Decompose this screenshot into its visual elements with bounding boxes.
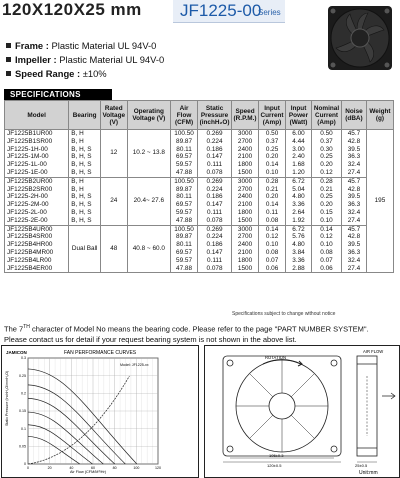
cell-value: 69.57	[171, 201, 198, 209]
series-label: Series	[258, 8, 281, 17]
curve-xlabel: Air Flow (CFM/M³/Hr)	[70, 470, 107, 474]
cell-value: 0.21	[259, 186, 286, 194]
dim-depth: 25±0.5	[355, 463, 368, 468]
cell-value: 0.12	[259, 233, 286, 241]
cell-value: 3.84	[286, 249, 312, 257]
cell-bearing: B, H, S	[69, 153, 101, 161]
cell-value: 2100	[232, 249, 259, 257]
cell-value: 6.72	[286, 225, 312, 233]
material-specs	[6, 39, 164, 81]
cell-value: 2700	[232, 233, 259, 241]
cell-bearing: Dual Ball	[69, 225, 101, 273]
cell-value: 32.4	[342, 161, 367, 169]
cell-model: JF1225-1H-00	[5, 146, 69, 154]
dim-hole-spacing: 105±0.3	[269, 453, 284, 458]
cell-value: 2700	[232, 186, 259, 194]
table-row	[5, 241, 394, 249]
x-tick-label: 80	[112, 466, 117, 470]
cell-value: 0.078	[198, 169, 232, 177]
cell-bearing: B, H, S	[69, 209, 101, 217]
y-tick-label: 0.2	[21, 391, 26, 396]
cell-value: 2.88	[286, 265, 312, 273]
cell-model: JF1225B2UR00	[5, 177, 69, 185]
table-row	[5, 257, 394, 265]
table-row	[5, 138, 394, 146]
cell-value: 0.07	[259, 257, 286, 265]
cell-value: 2100	[232, 153, 259, 161]
cell-rated-voltage: 48	[100, 225, 127, 273]
fan-size: 120X120X25 mm	[2, 0, 142, 19]
cell-bearing: B, H, S	[69, 201, 101, 209]
cell-operating-voltage: 40.8 ~ 60.0	[127, 225, 171, 273]
cell-operating-voltage: 10.2 ~ 13.8	[127, 130, 171, 178]
cell-value: 0.10	[259, 241, 286, 249]
cell-value: 1.92	[286, 217, 312, 225]
cell-value: 3000	[232, 225, 259, 233]
cell-value: 1800	[232, 161, 259, 169]
col-header: Weight (g)	[366, 101, 393, 130]
cell-value: 69.57	[171, 249, 198, 257]
table-row	[5, 146, 394, 154]
performance-curve-chart	[1, 345, 199, 478]
cell-value: 0.147	[198, 249, 232, 257]
cell-value: 0.06	[311, 265, 341, 273]
col-header: Bearing	[69, 101, 101, 130]
cell-value: 0.25	[311, 193, 341, 201]
y-tick-label: 0	[24, 462, 26, 467]
front-view	[223, 356, 341, 456]
cell-value: 100.50	[171, 177, 198, 185]
cell-value: 0.12	[311, 169, 341, 177]
cell-model: JF1225-2H-00	[5, 193, 69, 201]
table-header-row	[5, 101, 394, 130]
cell-value: 3000	[232, 130, 259, 138]
cell-model: JF1225-2E-00	[5, 217, 69, 225]
cell-value: 0.08	[259, 217, 286, 225]
table-row	[5, 217, 394, 225]
cell-value: 0.14	[311, 225, 341, 233]
cell-bearing: B, H	[69, 177, 101, 185]
cell-value: 0.269	[198, 130, 232, 138]
cell-value: 36.3	[342, 201, 367, 209]
cell-value: 0.078	[198, 265, 232, 273]
cell-value: 0.111	[198, 257, 232, 265]
table-row	[5, 225, 394, 233]
cell-value: 27.4	[342, 169, 367, 177]
cell-weight: 195	[366, 130, 393, 273]
curve-legend: Model: JF1225-xx	[120, 363, 149, 367]
cell-value: 0.186	[198, 193, 232, 201]
curve-title: FAN PERFORMANCE CURVES	[64, 350, 137, 356]
col-header: Input Power (Watt)	[286, 101, 312, 130]
col-header: Model	[5, 101, 69, 130]
cell-value: 3000	[232, 177, 259, 185]
bullet-icon	[6, 43, 11, 48]
table-row	[5, 201, 394, 209]
cell-value: 0.111	[198, 209, 232, 217]
cell-value: 2400	[232, 146, 259, 154]
cell-value: 0.224	[198, 186, 232, 194]
x-tick-label: 120	[155, 466, 161, 470]
cell-value: 45.7	[342, 130, 367, 138]
cell-value: 0.30	[311, 146, 341, 154]
cell-value: 1800	[232, 209, 259, 217]
airflow-label: AIR FLOW	[363, 349, 384, 354]
col-header: Static Pressure (inchH₂O)	[198, 101, 232, 130]
cell-value: 0.111	[198, 161, 232, 169]
cell-value: 59.57	[171, 209, 198, 217]
cell-value: 0.08	[311, 249, 341, 257]
cell-value: 1800	[232, 257, 259, 265]
cell-bearing: B, H	[69, 186, 101, 194]
x-tick-label: 20	[47, 466, 52, 470]
cell-value: 0.11	[259, 209, 286, 217]
cell-value: 0.147	[198, 201, 232, 209]
cell-value: 39.5	[342, 146, 367, 154]
cell-value: 0.10	[259, 169, 286, 177]
cell-value: 2100	[232, 201, 259, 209]
y-tick-label: 0.25	[19, 373, 26, 378]
cell-value: 47.88	[171, 217, 198, 225]
cell-value: 1500	[232, 169, 259, 177]
col-header: Input Current (Amp)	[259, 101, 286, 130]
rotation-label: ROTATION	[265, 355, 287, 360]
table-row	[5, 209, 394, 217]
cell-value: 80.11	[171, 146, 198, 154]
table-row	[5, 161, 394, 169]
cell-value: 0.15	[311, 209, 341, 217]
y-tick-label: 0.1	[21, 426, 26, 431]
cell-model: JF1225-1E-00	[5, 169, 69, 177]
cell-value: 0.37	[259, 138, 286, 146]
cell-value: 0.21	[311, 186, 341, 194]
performance-curve	[28, 412, 103, 464]
curve-ylabel: Static Pressure (InchH₂O/mmH₂O)	[5, 370, 9, 426]
cell-value: 0.25	[259, 146, 286, 154]
cell-value: 0.10	[311, 217, 341, 225]
cell-value: 2.64	[286, 209, 312, 217]
impedance-curve	[28, 376, 129, 464]
cell-value: 4.80	[286, 193, 312, 201]
specifications-title: SPECIFICATIONS	[4, 89, 112, 100]
cell-value: 0.186	[198, 241, 232, 249]
dimension-lines	[223, 458, 377, 462]
cell-model: JF1225-1L-00	[5, 161, 69, 169]
col-header: Nominal Current (Amp)	[311, 101, 341, 130]
cell-value: 27.4	[342, 265, 367, 273]
model-number: JF1225-00	[180, 1, 262, 20]
performance-curve	[28, 369, 137, 464]
cell-value: 2.40	[286, 153, 312, 161]
cell-value: 0.224	[198, 233, 232, 241]
cell-value: 0.37	[311, 138, 341, 146]
y-tick-label: 0.15	[19, 409, 26, 414]
y-tick-label: 0.05	[19, 444, 26, 449]
cell-value: 6.72	[286, 177, 312, 185]
cell-value: 0.50	[311, 130, 341, 138]
table-row	[5, 169, 394, 177]
table-row	[5, 186, 394, 194]
cell-model: JF1225B1SR00	[5, 138, 69, 146]
cell-value: 69.57	[171, 153, 198, 161]
cell-bearing: B, H, S	[69, 161, 101, 169]
cell-value: 32.4	[342, 257, 367, 265]
cell-value: 1.68	[286, 161, 312, 169]
cell-value: 59.57	[171, 161, 198, 169]
cell-value: 0.28	[259, 177, 286, 185]
cell-bearing: B, H	[69, 130, 101, 138]
cell-value: 0.20	[311, 201, 341, 209]
cell-model: JF1225B4SR00	[5, 233, 69, 241]
note-line-1: The 7TH character of Model No means the bearing code. Please refer to the page "PART NUMBER SYSTEM".	[4, 324, 369, 334]
cell-value: 0.147	[198, 153, 232, 161]
cell-value: 0.07	[311, 257, 341, 265]
table-row	[5, 265, 394, 273]
cell-value: 1500	[232, 217, 259, 225]
table-row	[5, 130, 394, 138]
table-row	[5, 233, 394, 241]
cell-value: 5.04	[286, 186, 312, 194]
cell-value: 89.87	[171, 186, 198, 194]
col-header: Rated Voltage (V)	[100, 101, 127, 130]
cell-bearing: B, H, S	[69, 169, 101, 177]
col-header: Air Flow (CFM)	[171, 101, 198, 130]
performance-curve	[28, 425, 93, 464]
bullet-icon	[6, 71, 11, 76]
cell-model: JF1225-1M-00	[5, 153, 69, 161]
cell-operating-voltage: 20.4~ 27.6	[127, 177, 171, 225]
specifications-table	[4, 100, 394, 273]
cell-value: 0.20	[259, 153, 286, 161]
col-header: Speed (R.P.M.)	[232, 101, 259, 130]
cell-value: 0.224	[198, 138, 232, 146]
cell-value: 3.36	[286, 257, 312, 265]
cell-value: 0.28	[311, 177, 341, 185]
cell-value: 2400	[232, 193, 259, 201]
fan-product-image	[326, 4, 394, 72]
bearing-note	[4, 322, 369, 345]
x-tick-label: 0	[27, 466, 29, 470]
cell-value: 32.4	[342, 209, 367, 217]
cell-value: 47.88	[171, 169, 198, 177]
cell-value: 3.00	[286, 146, 312, 154]
cell-value: 0.14	[259, 201, 286, 209]
cell-value: 1500	[232, 265, 259, 273]
table-row	[5, 249, 394, 257]
cell-value: 1.20	[286, 169, 312, 177]
x-tick-label: 40	[69, 466, 74, 470]
cell-rated-voltage: 24	[100, 177, 127, 225]
cell-model: JF1225B4LR00	[5, 257, 69, 265]
cell-model: JF1225B4ER00	[5, 265, 69, 273]
cell-value: 0.269	[198, 177, 232, 185]
table-body	[5, 130, 394, 273]
cell-value: 59.57	[171, 257, 198, 265]
cell-value: 0.06	[259, 265, 286, 273]
cell-rated-voltage: 12	[100, 130, 127, 178]
spec-frame: Frame : Plastic Material UL 94V-0	[6, 39, 164, 53]
cell-value: 42.8	[342, 186, 367, 194]
cell-bearing: B, H, S	[69, 146, 101, 154]
cell-value: 100.50	[171, 130, 198, 138]
cell-value: 0.20	[259, 193, 286, 201]
cell-bearing: B, H	[69, 138, 101, 146]
cell-model: JF1225B1UR00	[5, 130, 69, 138]
cell-value: 0.269	[198, 225, 232, 233]
cell-value: 0.50	[259, 130, 286, 138]
cell-model: JF1225B4MR00	[5, 249, 69, 257]
table-row	[5, 193, 394, 201]
curve-brand: JAMICON	[6, 350, 27, 355]
cell-value: 89.87	[171, 138, 198, 146]
cell-bearing: B, H, S	[69, 193, 101, 201]
col-header: Noise (dBA)	[342, 101, 367, 130]
cell-value: 3.36	[286, 201, 312, 209]
dim-width: 120±0.5	[267, 463, 282, 468]
cell-value: 80.11	[171, 241, 198, 249]
cell-bearing: B, H, S	[69, 217, 101, 225]
cell-value: 47.88	[171, 265, 198, 273]
cell-value: 0.10	[311, 241, 341, 249]
cell-value: 4.80	[286, 241, 312, 249]
dimension-drawing	[204, 345, 400, 478]
x-tick-label: 60	[91, 466, 95, 470]
cell-value: 0.08	[259, 249, 286, 257]
cell-value: 4.44	[286, 138, 312, 146]
cell-model: JF1225B2SR00	[5, 186, 69, 194]
cell-value: 39.5	[342, 193, 367, 201]
cell-model: JF1225B4UR00	[5, 225, 69, 233]
cell-value: 5.76	[286, 233, 312, 241]
cell-value: 45.7	[342, 225, 367, 233]
cell-value: 42.8	[342, 233, 367, 241]
cell-value: 100.50	[171, 225, 198, 233]
cell-value: 0.14	[259, 225, 286, 233]
table-row	[5, 177, 394, 185]
x-tick-label: 100	[133, 466, 140, 470]
table-row	[5, 153, 394, 161]
change-notice: Specifications subject to change without notice	[232, 311, 336, 317]
side-view	[357, 356, 395, 456]
cell-value: 45.7	[342, 177, 367, 185]
cell-value: 27.4	[342, 217, 367, 225]
cell-value: 0.14	[259, 161, 286, 169]
cell-value: 39.5	[342, 241, 367, 249]
col-header: Operating Voltage (V)	[127, 101, 171, 130]
cell-value: 0.078	[198, 217, 232, 225]
cell-value: 36.3	[342, 153, 367, 161]
unit-label: Unit:mm	[359, 470, 378, 476]
cell-value: 80.11	[171, 193, 198, 201]
spec-impeller: Impeller : Plastic Material UL 94V-0	[6, 53, 164, 67]
cell-value: 0.20	[311, 161, 341, 169]
cell-value: 0.12	[311, 233, 341, 241]
cell-model: JF1225B4HR00	[5, 241, 69, 249]
cell-value: 6.00	[286, 130, 312, 138]
bullet-icon	[6, 57, 11, 62]
cell-value: 36.3	[342, 249, 367, 257]
cell-value: 2700	[232, 138, 259, 146]
cell-value: 0.25	[311, 153, 341, 161]
cell-value: 89.87	[171, 233, 198, 241]
cell-value: 42.8	[342, 138, 367, 146]
note-line-2: Please contact us for detail if your request bearing system is not shown in the above list.	[4, 334, 297, 344]
cell-value: 2400	[232, 241, 259, 249]
cell-value: 0.186	[198, 146, 232, 154]
cell-model: JF1225-2M-00	[5, 201, 69, 209]
performance-curve	[28, 436, 80, 464]
y-tick-label: 0.3	[21, 356, 26, 361]
cell-model: JF1225-2L-00	[5, 209, 69, 217]
spec-speed-range: Speed Range : ±10%	[6, 67, 164, 81]
